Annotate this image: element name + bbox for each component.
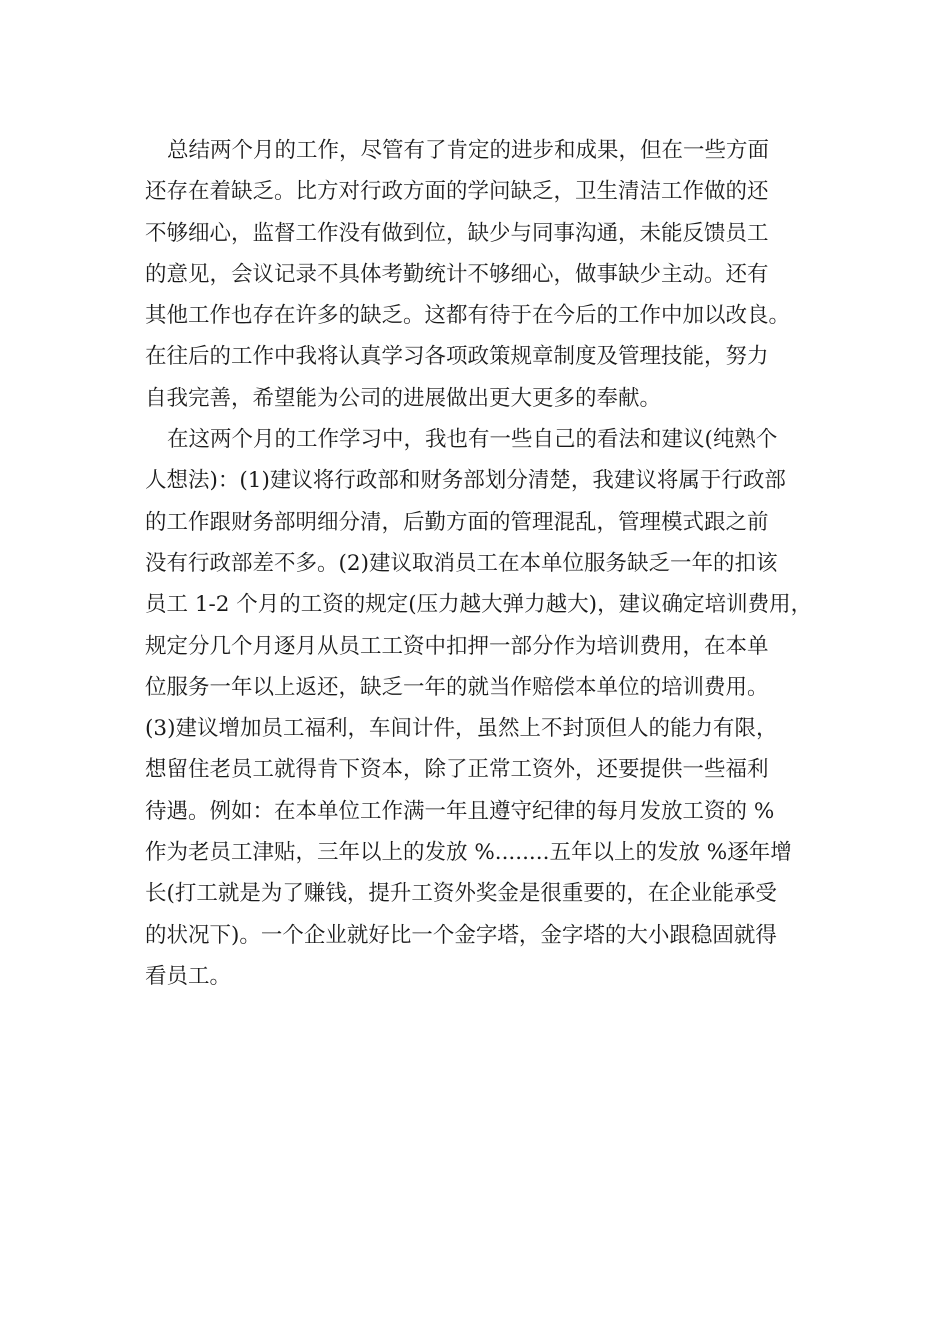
paragraph-2-line-6: 规定分几个月逐月从员工工资中扣押一部分作为培训费用，在本单 [145, 633, 769, 659]
paragraph-2-line-13: 的状况下)。一个企业就好比一个金字塔，金字塔的大小跟稳固就得 [145, 922, 777, 948]
paragraph-2-line-8: (3)建议增加员工福利，车间计件，虽然上不封顶但人的能力有限， [145, 716, 778, 742]
paragraph-1-line-2: 还存在着缺乏。比方对行政方面的学问缺乏，卫生清洁工作做的还 [145, 179, 769, 205]
paragraph-2-line-4: 没有行政部差不多。(2)建议取消员工在本单位服务缺乏一年的扣该 [145, 550, 778, 576]
paragraph-1-line-7: 自我完善，希望能为公司的进展做出更大更多的奉献。 [145, 385, 662, 411]
paragraph-2-line-2: 人想法)：(1)建议将行政部和财务部划分清楚，我建议将属于行政部 [145, 468, 786, 494]
paragraph-2-line-14: 看员工。 [145, 963, 232, 989]
document-body [145, 130, 825, 997]
paragraph-1-line-6: 在往后的工作中我将认真学习各项政策规章制度及管理技能，努力 [145, 344, 769, 370]
paragraph-2-line-1: 在这两个月的工作学习中，我也有一些自己的看法和建议(纯熟个 [167, 427, 778, 453]
paragraph-2-line-9: 想留住老员工就得肯下资本，除了正常工资外，还要提供一些福利 [145, 757, 769, 783]
paragraph-1-line-1: 总结两个月的工作，尽管有了肯定的进步和成果，但在一些方面 [167, 138, 770, 163]
paragraph-1-line-4: 的意见，会议记录不具体考勤统计不够细心，做事缺少主动。还有 [145, 261, 769, 287]
paragraph-2-line-11: 作为老员工津贴，三年以上的发放 %........五年以上的发放 %逐年增 [145, 840, 792, 866]
paragraph-1-line-5: 其他工作也存在许多的缺乏。这都有待于在今后的工作中加以改良。 [145, 303, 791, 329]
paragraph-1-line-3: 不够细心，监督工作没有做到位，缺少与同事沟通，未能反馈员工 [145, 220, 769, 246]
paragraph-2-line-3: 的工作跟财务部明细分清，后勤方面的管理混乱，管理模式跟之前 [145, 509, 769, 535]
paragraph-2-line-5: 员工 1-2 个月的工资的规定(压力越大弹力越大)，建议确定培训费用， [145, 592, 813, 618]
paragraph-2-line-7: 位服务一年以上返还，缺乏一年的就当作赔偿本单位的培训费用。 [145, 674, 769, 700]
paragraph-2-line-10: 待遇。例如：在本单位工作满一年且遵守纪律的每月发放工资的 % [145, 798, 775, 824]
paragraph-2-line-12: 长(打工就是为了赚钱，提升工资外奖金是很重要的，在企业能承受 [145, 881, 777, 907]
